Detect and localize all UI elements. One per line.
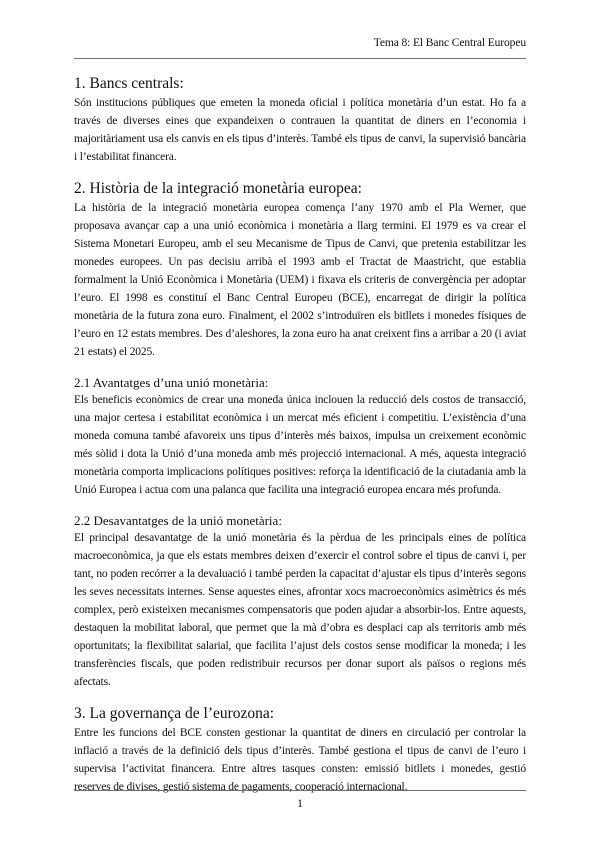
section-paragraph: La història de la integració monetària europea comença l’any 1970 amb el Pla Werner, que proposava avançar cap a una unió econòmica i monetària a llarg termini. El 1979 es va crear el Sistema Monetari Europeu, amb el seu Mecanisme de Tipus de Canvi, que pretenia estabilitzar les monedes europees. Un pas decisiu arribà el 1993 amb el Tractat de Maastricht, que establia formalment la Unió Econòmica i Monetària (UEM) i fixava els criteris de convergència per adoptar l’euro. El 1998 es constituí el Banc Central Europeu (BCE), encarregat de dirigir la política monetària de la futura zona euro. Finalment, el 2002 s’introduïren els bitllets i monedes físiques de l’euro en 12 estats membres. Des d’aleshores, la zona euro ha anat creixent fins a arribar a 20 (i aviat 21 estats) el 2025. (74, 202, 526, 358)
section-paragraph: El principal desavantatge de la unió monetària és la pèrdua de les principals eines de política macroeconòmica, ja que els estats membres deixen d’exercir el control sobre el tipus de canvi i, per tant, no poden recórrer a la devaluació i també perden la capacitat d’ajustar els tipus d’interès segons les seves necessitats internes. Sense aquestes eines, afrontar xocs macroeconòmics asimètrics és més complex, però existeixen mecanismes compensatoris que poden ajudar a absorbir-los. Entre aquests, destaquen la mobilitat laboral, que permet que la mà d’obra es desplaci cap als territoris amb més oportunitats; la flexibilitat salarial, que facilita l’ajust dels costos sense modificar la moneda; i les transferències fiscals, que poden redistribuir recursos per donar suport als països o regions més afectats. (74, 532, 526, 688)
running-header: Tema 8: El Banc Central Europeu (373, 37, 526, 49)
subsection-heading: 2.1 Avantatges d’una unió monetària: (74, 375, 269, 390)
footer-rule (74, 790, 526, 791)
section-bancs-centrals (74, 74, 526, 166)
section-historia-integracio (74, 179, 526, 361)
section-paragraph: Entre les funcions del BCE consten gestionar la quantitat de diners en circulació per controlar la inflació a través de la definició dels tipus d’interès. També gestiona el tipus de canvi de l’euro i supervisa l’activitat financera. Entre altres tasques consten: emissió bitllets i monedes, gestió reserves de divises, gestió sistema de pagaments, cooperació internacional. (74, 727, 526, 793)
section-paragraph: Són institucions públiques que emeten la moneda oficial i política monetària d’un estat. Ho fa a través de diverses eines que expandeixen o contrauen la quantitat de diners en l’economia i majoritàriament usa els canvis en els tipus d’interès. També els tipus de canvi, la supervisió bancària i l’estabilitat financera. (74, 97, 526, 163)
header-rule (74, 58, 526, 59)
section-avantatges (74, 374, 526, 499)
section-desavantatges (74, 512, 526, 691)
subsection-heading: 2.2 Desavantatges de la unió monetària: (74, 513, 282, 528)
page-number: 1 (297, 796, 303, 810)
section-heading: 1. Bancs centrals: (74, 75, 184, 92)
section-paragraph: Els beneficis econòmics de crear una moneda única inclouen la reducció dels costos de transacció, una major certesa i estabilitat econòmica i un mercat més eficient i competitiu. L’existència d’una moneda comuna també afavoreix uns tipus d’interès més baixos, impulsa un creixement econòmic més sòlid i dota la Unió d’una moneda amb més projecció internacional. A més, aquesta integració monetària comporta implicacions polítiques positives: reforça la identificació de la ciutadania amb la Unió Europea i actua com una palanca que facilita una integració europea encara més profunda. (74, 394, 526, 496)
document-body (74, 70, 526, 796)
section-heading: 2. Història de la integració monetària europea: (74, 180, 362, 197)
section-heading: 3. La governança de l’eurozona: (74, 705, 275, 722)
section-governanca (74, 704, 526, 796)
